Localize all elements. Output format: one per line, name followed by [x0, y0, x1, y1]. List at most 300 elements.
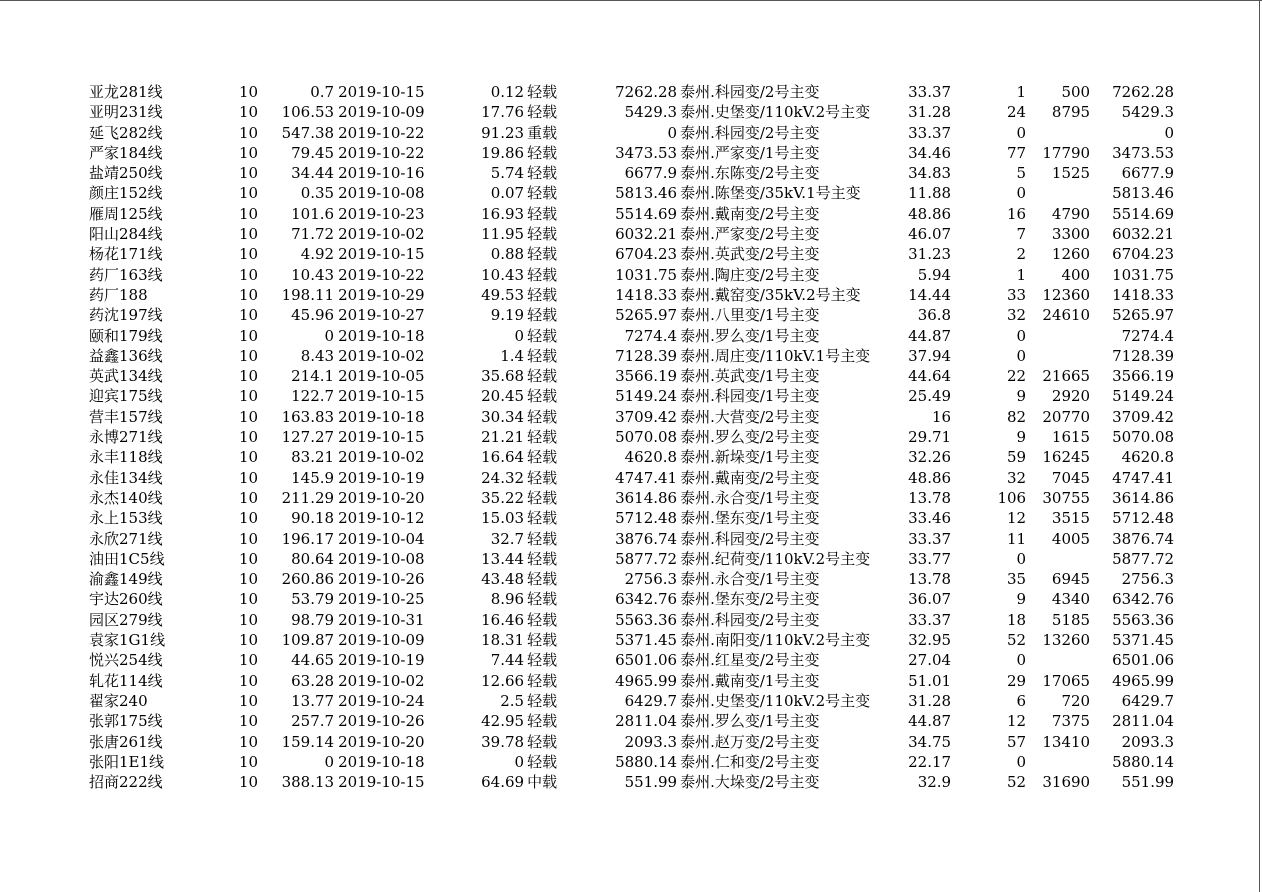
cell-load-value: 122.7	[291, 387, 335, 406]
cell-remaining-capacity: 2811.04	[615, 712, 678, 731]
cell-date: 2019-10-24	[338, 691, 425, 710]
cell-date: 2019-10-29	[338, 285, 425, 304]
cell-line-name: 张阳1E1线	[89, 752, 165, 771]
cell-substation-transformer: 泰州.戴南变/2号主变	[680, 468, 820, 487]
cell-capacity: 21665	[1042, 367, 1091, 386]
cell-available-capacity: 5149.24	[1112, 387, 1175, 406]
table-row	[89, 244, 1174, 264]
cell-date: 2019-10-08	[338, 184, 425, 203]
cell-substation-transformer: 泰州.堡东变/1号主变	[680, 509, 820, 528]
cell-transformer-load-rate: 37.94	[908, 346, 952, 365]
table-row	[89, 752, 1174, 772]
cell-line-name: 延飞282线	[89, 123, 163, 142]
cell-available-capacity: 5880.14	[1112, 752, 1175, 771]
cell-date: 2019-10-22	[338, 265, 425, 284]
cell-load-rate: 13.44	[481, 549, 525, 568]
cell-line-name: 雁周125线	[89, 204, 163, 223]
table-row	[89, 610, 1174, 630]
cell-date: 2019-10-27	[338, 306, 425, 325]
cell-load-status: 轻载	[527, 164, 558, 183]
cell-load-value: 13.77	[291, 691, 335, 710]
cell-user-count: 82	[1007, 407, 1027, 426]
cell-voltage: 10	[239, 671, 259, 690]
cell-remaining-capacity: 5563.36	[615, 610, 678, 629]
cell-transformer-load-rate: 32.9	[917, 773, 952, 792]
cell-remaining-capacity: 6032.21	[615, 225, 678, 244]
cell-voltage: 10	[239, 712, 259, 731]
cell-substation-transformer: 泰州.罗么变/2号主变	[680, 428, 820, 447]
cell-capacity: 3300	[1051, 225, 1091, 244]
cell-date: 2019-10-15	[338, 387, 425, 406]
cell-load-status: 轻载	[527, 529, 558, 548]
cell-load-value: 53.79	[291, 590, 335, 609]
cell-load-status: 轻载	[527, 407, 558, 426]
cell-voltage: 10	[239, 488, 259, 507]
cell-load-rate: 15.03	[481, 509, 525, 528]
cell-transformer-load-rate: 16	[932, 407, 952, 426]
cell-remaining-capacity: 5371.45	[615, 631, 678, 650]
cell-line-name: 宇达260线	[89, 590, 163, 609]
cell-transformer-load-rate: 46.07	[908, 225, 952, 244]
cell-substation-transformer: 泰州.周庄变/110kV.1号主变	[680, 346, 871, 365]
cell-substation-transformer: 泰州.大营变/2号主变	[680, 407, 820, 426]
cell-voltage: 10	[239, 143, 259, 162]
cell-remaining-capacity: 4620.8	[624, 448, 678, 467]
cell-transformer-load-rate: 31.23	[908, 245, 952, 264]
cell-date: 2019-10-22	[338, 123, 425, 142]
cell-remaining-capacity: 3473.53	[615, 143, 678, 162]
cell-line-name: 渝鑫149线	[89, 570, 163, 589]
cell-substation-transformer: 泰州.科园变/1号主变	[680, 387, 820, 406]
cell-load-value: 101.6	[291, 204, 335, 223]
cell-load-rate: 0.12	[490, 83, 525, 101]
cell-line-name: 悦兴254线	[89, 651, 163, 670]
cell-available-capacity: 5371.45	[1112, 631, 1175, 650]
cell-load-value: 0.35	[300, 184, 335, 203]
cell-transformer-load-rate: 25.49	[908, 387, 952, 406]
cell-date: 2019-10-02	[338, 225, 425, 244]
cell-load-value: 80.64	[291, 549, 335, 568]
cell-voltage: 10	[239, 631, 259, 650]
cell-remaining-capacity: 551.99	[624, 773, 678, 792]
cell-voltage: 10	[239, 590, 259, 609]
cell-available-capacity: 3566.19	[1112, 367, 1175, 386]
cell-voltage: 10	[239, 773, 259, 792]
cell-capacity	[1026, 326, 1090, 346]
cell-load-rate: 42.95	[481, 712, 525, 731]
cell-substation-transformer: 泰州.戴南变/1号主变	[680, 671, 820, 690]
cell-user-count: 59	[1007, 448, 1027, 467]
cell-available-capacity: 7262.28	[1112, 83, 1175, 101]
cell-line-name: 营丰157线	[89, 407, 163, 426]
cell-user-count: 9	[1016, 387, 1027, 406]
cell-substation-transformer: 泰州.大垛变/2号主变	[680, 773, 820, 792]
cell-available-capacity: 5712.48	[1112, 509, 1175, 528]
cell-capacity: 12360	[1042, 285, 1091, 304]
cell-load-status: 轻载	[527, 143, 558, 162]
cell-available-capacity: 2811.04	[1112, 712, 1175, 731]
cell-user-count: 9	[1016, 590, 1027, 609]
cell-voltage: 10	[239, 610, 259, 629]
cell-date: 2019-10-18	[338, 407, 425, 426]
cell-user-count: 9	[1016, 428, 1027, 447]
cell-load-rate: 0	[514, 752, 525, 771]
cell-load-status: 轻载	[527, 509, 558, 528]
cell-transformer-load-rate: 32.95	[908, 631, 952, 650]
cell-line-name: 药厂163线	[89, 265, 163, 284]
cell-user-count: 2	[1016, 245, 1027, 264]
table-row	[89, 366, 1174, 386]
cell-load-rate: 16.46	[481, 610, 525, 629]
cell-load-value: 198.11	[281, 285, 335, 304]
cell-user-count: 0	[1016, 651, 1027, 670]
cell-load-status: 轻载	[527, 204, 558, 223]
cell-user-count: 106	[997, 488, 1027, 507]
cell-remaining-capacity: 6429.7	[624, 691, 678, 710]
cell-date: 2019-10-18	[338, 326, 425, 345]
cell-user-count: 57	[1007, 732, 1027, 751]
cell-substation-transformer: 泰州.罗么变/1号主变	[680, 326, 820, 345]
cell-substation-transformer: 泰州.史堡变/110kV.2号主变	[680, 691, 871, 710]
cell-remaining-capacity: 5813.46	[615, 184, 678, 203]
cell-line-name: 永佳134线	[89, 468, 163, 487]
cell-date: 2019-10-25	[338, 590, 425, 609]
cell-transformer-load-rate: 36.07	[908, 590, 952, 609]
cell-voltage: 10	[239, 448, 259, 467]
cell-load-value: 10.43	[291, 265, 335, 284]
cell-user-count: 1	[1016, 265, 1027, 284]
cell-capacity: 4790	[1051, 204, 1091, 223]
cell-date: 2019-10-12	[338, 509, 425, 528]
cell-user-count: 0	[1016, 752, 1027, 771]
cell-load-value: 8.43	[300, 346, 335, 365]
cell-load-value: 63.28	[291, 671, 335, 690]
cell-capacity: 1525	[1051, 164, 1091, 183]
cell-remaining-capacity: 5070.08	[615, 428, 678, 447]
cell-voltage: 10	[239, 387, 259, 406]
cell-load-rate: 16.93	[481, 204, 525, 223]
cell-remaining-capacity: 7262.28	[615, 83, 678, 101]
cell-voltage: 10	[239, 428, 259, 447]
cell-voltage: 10	[239, 265, 259, 284]
cell-load-value: 0.7	[310, 83, 335, 101]
cell-load-value: 196.17	[281, 529, 335, 548]
table-row	[89, 711, 1174, 731]
cell-transformer-load-rate: 13.78	[908, 488, 952, 507]
cell-substation-transformer: 泰州.红星变/2号主变	[680, 651, 820, 670]
cell-available-capacity: 2093.3	[1121, 732, 1175, 751]
cell-substation-transformer: 泰州.严家变/1号主变	[680, 143, 820, 162]
cell-substation-transformer: 泰州.纪荷变/110kV.2号主变	[680, 549, 871, 568]
cell-capacity: 16245	[1042, 448, 1091, 467]
cell-load-rate: 0.07	[490, 184, 525, 203]
cell-line-name: 招商222线	[89, 773, 163, 792]
cell-load-rate: 18.31	[481, 631, 525, 650]
cell-voltage: 10	[239, 468, 259, 487]
cell-transformer-load-rate: 34.46	[908, 143, 952, 162]
cell-user-count: 1	[1016, 83, 1027, 101]
cell-load-rate: 35.68	[481, 367, 525, 386]
cell-load-status: 轻载	[527, 346, 558, 365]
cell-load-rate: 16.64	[481, 448, 525, 467]
cell-available-capacity: 3614.86	[1112, 488, 1175, 507]
cell-load-value: 159.14	[281, 732, 335, 751]
cell-available-capacity: 6677.9	[1121, 164, 1175, 183]
cell-remaining-capacity: 4747.41	[615, 468, 678, 487]
table-row	[89, 691, 1174, 711]
cell-remaining-capacity: 6501.06	[615, 651, 678, 670]
cell-remaining-capacity: 2093.3	[624, 732, 678, 751]
cell-date: 2019-10-15	[338, 83, 425, 101]
cell-load-value: 214.1	[291, 367, 335, 386]
cell-user-count: 35	[1007, 570, 1027, 589]
cell-substation-transformer: 泰州.八里变/1号主变	[680, 306, 820, 325]
cell-capacity: 400	[1061, 265, 1091, 284]
cell-capacity: 2920	[1051, 387, 1091, 406]
cell-capacity: 4005	[1051, 529, 1091, 548]
cell-available-capacity: 3473.53	[1112, 143, 1175, 162]
cell-load-rate: 30.34	[481, 407, 525, 426]
cell-voltage: 10	[239, 509, 259, 528]
cell-user-count: 0	[1016, 123, 1027, 142]
cell-load-value: 109.87	[281, 631, 335, 650]
cell-capacity: 24610	[1042, 306, 1091, 325]
cell-user-count: 7	[1016, 225, 1027, 244]
cell-capacity	[1026, 123, 1090, 143]
cell-capacity: 31690	[1042, 773, 1091, 792]
cell-user-count: 16	[1007, 204, 1027, 223]
cell-load-rate: 10.43	[481, 265, 525, 284]
cell-load-status: 轻载	[527, 752, 558, 771]
cell-voltage: 10	[239, 407, 259, 426]
cell-user-count: 33	[1007, 285, 1027, 304]
cell-remaining-capacity: 5429.3	[624, 103, 678, 122]
cell-load-value: 45.96	[291, 306, 335, 325]
cell-line-name: 轧花114线	[89, 671, 163, 690]
cell-transformer-load-rate: 44.87	[908, 712, 952, 731]
cell-capacity: 13410	[1042, 732, 1091, 751]
cell-load-rate: 7.44	[490, 651, 525, 670]
cell-load-rate: 21.21	[481, 428, 525, 447]
cell-capacity: 500	[1061, 83, 1091, 101]
table-row	[89, 285, 1174, 305]
table-row	[89, 82, 1174, 102]
cell-line-name: 园区279线	[89, 610, 163, 629]
table-row	[89, 630, 1174, 650]
cell-load-status: 轻载	[527, 590, 558, 609]
table-row	[89, 508, 1174, 528]
cell-transformer-load-rate: 44.87	[908, 326, 952, 345]
cell-available-capacity: 0	[1164, 123, 1175, 142]
cell-load-status: 轻载	[527, 468, 558, 487]
cell-remaining-capacity: 6342.76	[615, 590, 678, 609]
cell-load-status: 轻载	[527, 570, 558, 589]
cell-load-rate: 0.88	[490, 245, 525, 264]
cell-date: 2019-10-02	[338, 448, 425, 467]
cell-user-count: 77	[1007, 143, 1027, 162]
cell-date: 2019-10-08	[338, 549, 425, 568]
cell-user-count: 6	[1016, 691, 1027, 710]
cell-user-count: 24	[1007, 103, 1027, 122]
cell-load-status: 轻载	[527, 245, 558, 264]
cell-available-capacity: 7128.39	[1112, 346, 1175, 365]
cell-date: 2019-10-31	[338, 610, 425, 629]
cell-line-name: 张郭175线	[89, 712, 163, 731]
cell-load-status: 轻载	[527, 631, 558, 650]
cell-voltage: 10	[239, 346, 259, 365]
cell-remaining-capacity: 6677.9	[624, 164, 678, 183]
cell-substation-transformer: 泰州.仁和变/2号主变	[680, 752, 820, 771]
cell-date: 2019-10-20	[338, 732, 425, 751]
cell-capacity: 6945	[1051, 570, 1091, 589]
cell-load-rate: 19.86	[481, 143, 525, 162]
cell-load-value: 0	[324, 326, 335, 345]
cell-available-capacity: 1031.75	[1112, 265, 1175, 284]
cell-remaining-capacity: 5880.14	[615, 752, 678, 771]
table-row	[89, 143, 1174, 163]
page-border-right	[1259, 0, 1260, 892]
cell-user-count: 5	[1016, 164, 1027, 183]
cell-user-count: 11	[1007, 529, 1027, 548]
cell-transformer-load-rate: 13.78	[908, 570, 952, 589]
cell-load-value: 260.86	[281, 570, 335, 589]
cell-remaining-capacity: 5265.97	[615, 306, 678, 325]
cell-transformer-load-rate: 33.46	[908, 509, 952, 528]
cell-load-rate: 1.4	[500, 346, 525, 365]
cell-load-status: 轻载	[527, 610, 558, 629]
cell-date: 2019-10-19	[338, 468, 425, 487]
cell-transformer-load-rate: 44.64	[908, 367, 952, 386]
cell-load-rate: 49.53	[481, 285, 525, 304]
cell-date: 2019-10-09	[338, 631, 425, 650]
cell-load-status: 轻载	[527, 326, 558, 345]
cell-line-name: 袁家1G1线	[89, 631, 166, 650]
cell-user-count: 32	[1007, 468, 1027, 487]
cell-voltage: 10	[239, 752, 259, 771]
cell-load-value: 257.7	[291, 712, 335, 731]
cell-voltage: 10	[239, 225, 259, 244]
cell-load-value: 4.92	[300, 245, 335, 264]
cell-date: 2019-10-05	[338, 367, 425, 386]
cell-date: 2019-10-18	[338, 752, 425, 771]
cell-remaining-capacity: 7274.4	[624, 326, 678, 345]
cell-remaining-capacity: 3614.86	[615, 488, 678, 507]
cell-user-count: 29	[1007, 671, 1027, 690]
table-row	[89, 569, 1174, 589]
cell-substation-transformer: 泰州.科园变/2号主变	[680, 610, 820, 629]
cell-transformer-load-rate: 36.8	[917, 306, 952, 325]
cell-load-value: 211.29	[281, 488, 335, 507]
cell-load-value: 163.83	[281, 407, 335, 426]
cell-load-status: 轻载	[527, 651, 558, 670]
cell-load-value: 98.79	[291, 610, 335, 629]
cell-load-status: 重载	[527, 123, 558, 142]
cell-load-rate: 91.23	[481, 123, 525, 142]
cell-capacity: 20770	[1042, 407, 1091, 426]
table-row	[89, 102, 1174, 122]
cell-date: 2019-10-26	[338, 712, 425, 731]
cell-available-capacity: 5877.72	[1112, 549, 1175, 568]
cell-available-capacity: 5813.46	[1112, 184, 1175, 203]
cell-remaining-capacity: 5877.72	[615, 549, 678, 568]
cell-transformer-load-rate: 27.04	[908, 651, 952, 670]
cell-voltage: 10	[239, 570, 259, 589]
cell-substation-transformer: 泰州.东陈变/2号主变	[680, 164, 820, 183]
table-row	[89, 346, 1174, 366]
cell-transformer-load-rate: 33.37	[908, 529, 952, 548]
cell-capacity: 13260	[1042, 631, 1091, 650]
table-row	[89, 123, 1174, 143]
cell-capacity: 5185	[1051, 610, 1091, 629]
cell-line-name: 永上153线	[89, 509, 163, 528]
cell-load-rate: 2.5	[500, 691, 525, 710]
cell-substation-transformer: 泰州.永合变/1号主变	[680, 570, 820, 589]
cell-transformer-load-rate: 33.37	[908, 83, 952, 101]
cell-user-count: 0	[1016, 346, 1027, 365]
cell-load-status: 轻载	[527, 265, 558, 284]
cell-available-capacity: 5514.69	[1112, 204, 1175, 223]
cell-load-rate: 64.69	[481, 773, 525, 792]
cell-capacity: 7045	[1051, 468, 1091, 487]
cell-load-value: 90.18	[291, 509, 335, 528]
cell-transformer-load-rate: 48.86	[908, 468, 952, 487]
cell-user-count: 12	[1007, 712, 1027, 731]
cell-transformer-load-rate: 33.37	[908, 610, 952, 629]
table-row	[89, 650, 1174, 670]
cell-transformer-load-rate: 31.28	[908, 103, 952, 122]
cell-load-rate: 12.66	[481, 671, 525, 690]
cell-remaining-capacity: 5149.24	[615, 387, 678, 406]
cell-line-name: 严家184线	[89, 143, 163, 162]
table-row	[89, 732, 1174, 752]
cell-load-status: 轻载	[527, 732, 558, 751]
cell-substation-transformer: 泰州.罗么变/1号主变	[680, 712, 820, 731]
cell-remaining-capacity: 1031.75	[615, 265, 678, 284]
cell-transformer-load-rate: 32.26	[908, 448, 952, 467]
cell-date: 2019-10-15	[338, 428, 425, 447]
cell-load-rate: 35.22	[481, 488, 525, 507]
cell-available-capacity: 5265.97	[1112, 306, 1175, 325]
cell-voltage: 10	[239, 204, 259, 223]
cell-line-name: 颜庄152线	[89, 184, 163, 203]
cell-line-name: 永杰140线	[89, 488, 163, 507]
cell-load-status: 轻载	[527, 306, 558, 325]
cell-remaining-capacity: 5514.69	[615, 204, 678, 223]
cell-substation-transformer: 泰州.陈堡变/35kV.1号主变	[680, 184, 861, 203]
cell-substation-transformer: 泰州.戴窑变/35kV.2号主变	[680, 285, 861, 304]
table-row	[89, 204, 1174, 224]
cell-load-rate: 43.48	[481, 570, 525, 589]
cell-transformer-load-rate: 22.17	[908, 752, 952, 771]
table-row	[89, 224, 1174, 244]
page-border-top	[0, 0, 1262, 1]
cell-voltage: 10	[239, 732, 259, 751]
cell-line-name: 张唐261线	[89, 732, 163, 751]
cell-line-name: 迎宾175线	[89, 387, 163, 406]
cell-load-value: 0	[324, 752, 335, 771]
cell-date: 2019-10-04	[338, 529, 425, 548]
cell-substation-transformer: 泰州.英武变/2号主变	[680, 245, 820, 264]
cell-voltage: 10	[239, 184, 259, 203]
cell-available-capacity: 6501.06	[1112, 651, 1175, 670]
cell-available-capacity: 5429.3	[1121, 103, 1175, 122]
cell-date: 2019-10-15	[338, 773, 425, 792]
cell-line-name: 永丰118线	[89, 448, 163, 467]
cell-capacity: 4340	[1051, 590, 1091, 609]
cell-date: 2019-10-20	[338, 488, 425, 507]
cell-remaining-capacity: 3709.42	[615, 407, 678, 426]
cell-load-status: 轻载	[527, 712, 558, 731]
